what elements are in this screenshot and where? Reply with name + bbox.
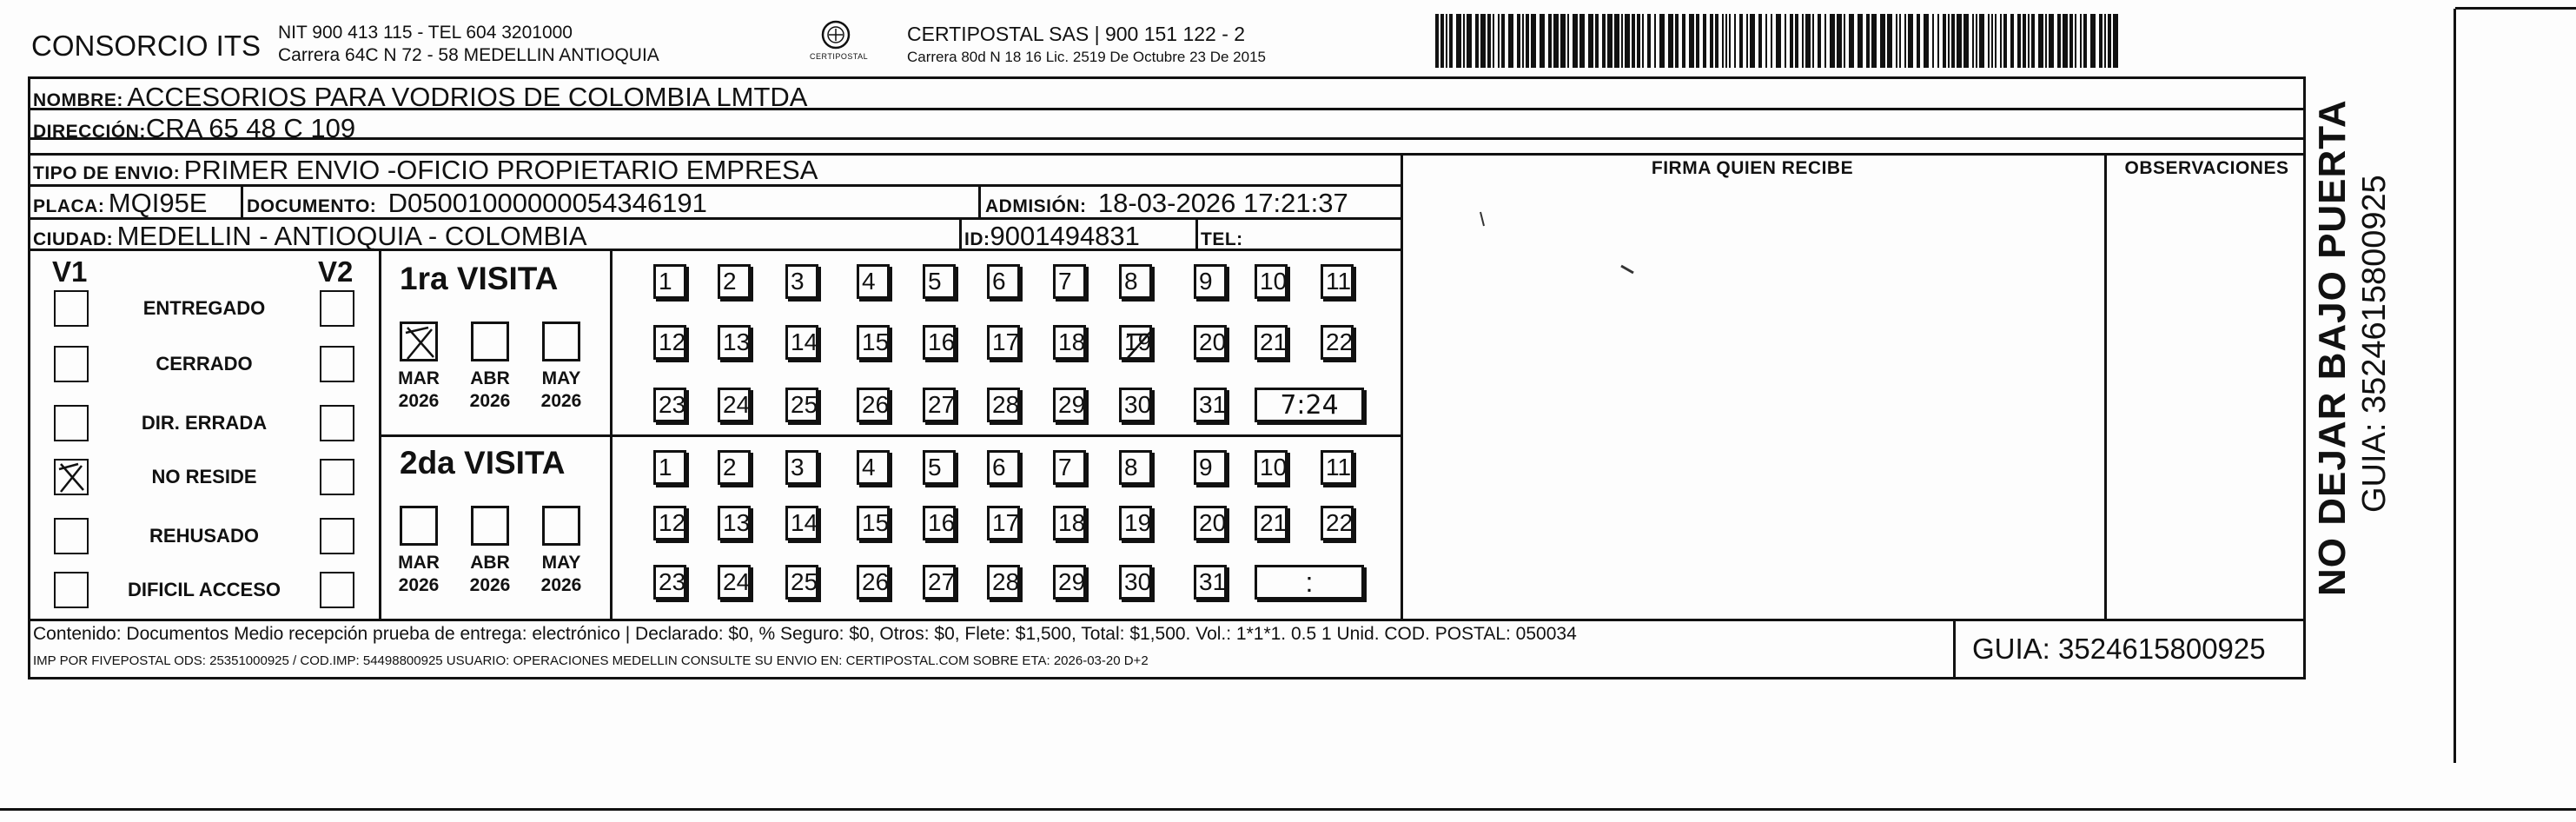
id-label: ID: [964, 229, 990, 249]
day-box[interactable]: 22 [1321, 506, 1354, 540]
day-box[interactable]: 9 [1194, 264, 1227, 299]
placa-row [33, 188, 208, 219]
status-label: DIFICIL ACCESO [127, 579, 281, 600]
v2-checkbox[interactable] [320, 290, 354, 327]
day-box[interactable]: 16 [923, 325, 956, 360]
first-visit-title: 1ra VISITA [400, 261, 559, 296]
v1-checkbox[interactable] [54, 459, 89, 495]
id-value: 9001494831 [990, 221, 1140, 251]
nit-line: NIT 900 413 115 - TEL 604 3201000 [278, 23, 573, 43]
direccion-label: DIRECCIÓN: [33, 122, 146, 142]
status-label: REHUSADO [149, 525, 259, 547]
row-divider-2 [28, 137, 2306, 140]
day-box[interactable]: 29 [1053, 565, 1086, 600]
day-box[interactable]: 17 [987, 325, 1020, 360]
day-box[interactable]: 27 [923, 565, 956, 600]
col-months-right [610, 250, 613, 619]
day-box[interactable]: 29 [1053, 388, 1086, 422]
month-label: ABR [470, 368, 510, 388]
footer-content-line: Contenido: Documentos Medio recepción prueba de entrega: electrónico | Declarado: $0, % Seguro: $0, Otros: $0, Flete: $1,500, Total: $1,500. Vol.: 1*1*1. 0.5 1 Unid. COD. POSTAL: 050034 [33, 624, 1577, 644]
documento-value: D05001000000054346191 [387, 188, 707, 218]
v2-checkbox[interactable] [320, 459, 354, 495]
v2-checkbox[interactable] [320, 405, 354, 441]
ciudad-row [33, 221, 587, 252]
day-box[interactable]: 20 [1194, 325, 1227, 360]
day-box[interactable]: 9 [1194, 450, 1227, 485]
admision-row [985, 188, 1348, 219]
day-box[interactable]: 21 [1255, 506, 1288, 540]
day-box[interactable]: 5 [923, 450, 956, 485]
day-box[interactable]: 19 [1119, 506, 1152, 540]
footer-guia: GUIA: 3524615800925 [1972, 633, 2266, 665]
month-checkbox[interactable] [471, 506, 509, 546]
month-checkbox[interactable] [471, 322, 509, 361]
v2-checkbox[interactable] [320, 346, 354, 382]
year-label: 2026 [469, 575, 511, 595]
placa-value: MQI95E [108, 188, 208, 218]
time-box[interactable]: : [1255, 565, 1364, 600]
month-checkbox[interactable] [542, 322, 580, 361]
footer-divider [28, 619, 2306, 621]
id-row [964, 221, 1140, 252]
day-box[interactable]: 20 [1194, 506, 1227, 540]
day-box[interactable]: 13 [718, 325, 751, 360]
col-footer-guia [1953, 619, 1956, 679]
day-box[interactable]: 31 [1194, 565, 1227, 600]
second-visit-title: 2da VISITA [400, 445, 566, 481]
col-status-right [379, 250, 381, 619]
firma-header: FIRMA QUIEN RECIBE [1651, 158, 1854, 178]
day-box[interactable]: 25 [785, 565, 818, 600]
admision-value: 18-03-2026 17:21:37 [1097, 188, 1348, 218]
day-box[interactable]: 4 [857, 264, 890, 299]
status-label: DIR. ERRADA [141, 412, 268, 434]
year-label: 2026 [398, 391, 440, 411]
day-box[interactable]: 27 [923, 388, 956, 422]
logo-text: CERTIPOSTAL [810, 52, 869, 61]
day-box[interactable]: 30 [1119, 388, 1152, 422]
day-box[interactable]: 28 [987, 388, 1020, 422]
day-box[interactable]: 14 [785, 325, 818, 360]
documento-label: DOCUMENTO: [247, 196, 377, 216]
page-edge-top [2455, 7, 2576, 10]
nombre-row [33, 82, 808, 113]
side-warning: NO DEJAR BAJO PUERTA [2311, 99, 2354, 596]
day-box[interactable]: 14 [785, 506, 818, 540]
day-box[interactable]: 19 [1119, 325, 1152, 360]
v1-checkbox[interactable] [54, 572, 89, 608]
barcode-image [1435, 14, 2130, 68]
col-doc-left [241, 186, 243, 217]
month-label: ABR [470, 553, 510, 573]
status-label: CERRADO [156, 353, 253, 375]
ciudad-value: MEDELLIN - ANTIOQUIA - COLOMBIA [116, 221, 587, 251]
day-box[interactable]: 7 [1053, 264, 1086, 299]
tipo-row [33, 155, 818, 186]
day-box[interactable]: 3 [785, 264, 818, 299]
day-box[interactable]: 11 [1321, 264, 1354, 299]
day-box[interactable]: 31 [1194, 388, 1227, 422]
col-tel-left [1195, 219, 1198, 249]
day-box[interactable]: 5 [923, 264, 956, 299]
day-box[interactable]: 15 [857, 325, 890, 360]
day-box[interactable]: 8 [1119, 450, 1152, 485]
admision-label: ADMISIÓN: [985, 196, 1087, 216]
v2-checkbox[interactable] [320, 572, 354, 608]
footer-imp-line: IMP POR FIVEPOSTAL ODS: 25351000925 / COD.IMP: 54498800925 USUARIO: OPERACIONES MEDELLIN CONSULTE SU ENVIO EN: CERTIPOSTAL.COM SOBRE ETA: 2026-03-20 D+2 [33, 653, 1149, 668]
placa-label: PLACA: [33, 196, 105, 216]
day-box[interactable]: 13 [718, 506, 751, 540]
year-label: 2026 [469, 391, 511, 411]
v2-checkbox[interactable] [320, 518, 354, 554]
observaciones-header: OBSERVACIONES [2124, 158, 2289, 178]
carrier-line: CERTIPOSTAL SAS | 900 151 122 - 2 [907, 23, 1246, 45]
time-box[interactable]: 7:24 [1255, 388, 1364, 422]
day-box[interactable]: 23 [653, 565, 686, 600]
v1-checkbox[interactable] [54, 405, 89, 441]
nombre-label: NOMBRE: [33, 90, 123, 110]
day-box[interactable]: 12 [653, 506, 686, 540]
status-label: NO RESIDE [151, 466, 257, 487]
day-box[interactable]: 12 [653, 325, 686, 360]
page-edge-bottom [0, 808, 2576, 811]
day-box[interactable]: 6 [987, 450, 1020, 485]
day-box[interactable]: 22 [1321, 325, 1354, 360]
year-label: 2026 [398, 575, 440, 595]
v1-checkbox[interactable] [54, 518, 89, 554]
day-box[interactable]: 16 [923, 506, 956, 540]
month-label: MAR [398, 368, 440, 388]
v1-header: V1 [52, 255, 88, 288]
company-name: CONSORCIO ITS [31, 30, 262, 62]
documento-row [247, 188, 707, 219]
month-label: MAR [398, 553, 440, 573]
signature-area-marks [1477, 209, 1651, 278]
day-box[interactable]: 1 [653, 450, 686, 485]
visit-divider [379, 434, 1402, 437]
day-box[interactable]: 18 [1053, 325, 1086, 360]
month-checkbox[interactable] [542, 506, 580, 546]
day-box[interactable]: 6 [987, 264, 1020, 299]
year-label: 2026 [540, 391, 582, 411]
day-box[interactable]: 2 [718, 450, 751, 485]
side-guia: GUIA: 3524615800925 [2356, 175, 2393, 513]
year-label: 2026 [540, 575, 582, 595]
month-checkbox[interactable] [400, 322, 438, 361]
day-box[interactable]: 3 [785, 450, 818, 485]
v1-checkbox[interactable] [54, 290, 89, 327]
tel-row [1201, 221, 1243, 252]
col-obs-left [2104, 153, 2107, 619]
day-box[interactable]: 26 [857, 388, 890, 422]
tipo-label: TIPO DE ENVIO: [33, 163, 181, 183]
month-label: MAY [541, 553, 581, 573]
v2-header: V2 [318, 255, 354, 288]
day-box[interactable]: 17 [987, 506, 1020, 540]
ciudad-label: CIUDAD: [33, 229, 114, 249]
month-label: MAY [541, 368, 581, 388]
day-box[interactable]: 15 [857, 506, 890, 540]
day-box[interactable]: 23 [653, 388, 686, 422]
col-adm-left [978, 186, 981, 217]
col-id-left [959, 219, 962, 249]
day-box[interactable]: 24 [718, 388, 751, 422]
tel-label: TEL: [1201, 229, 1243, 249]
day-box[interactable]: 7 [1053, 450, 1086, 485]
day-box[interactable]: 24 [718, 565, 751, 600]
certipostal-logo [810, 19, 869, 68]
day-box[interactable]: 2 [718, 264, 751, 299]
tipo-value: PRIMER ENVIO -OFICIO PROPIETARIO EMPRESA [183, 155, 818, 185]
day-box[interactable]: 8 [1119, 264, 1152, 299]
nombre-value: ACCESORIOS PARA VODRIOS DE COLOMBIA LMTDA [127, 82, 808, 112]
carrier-address: Carrera 80d N 18 16 Lic. 2519 De Octubre 23 De 2015 [907, 49, 1266, 65]
day-box[interactable]: 11 [1321, 450, 1354, 485]
day-box[interactable]: 21 [1255, 325, 1288, 360]
day-box[interactable]: 26 [857, 565, 890, 600]
month-checkbox[interactable] [400, 506, 438, 546]
day-box[interactable]: 30 [1119, 565, 1152, 600]
day-box[interactable]: 28 [987, 565, 1020, 600]
day-box[interactable]: 4 [857, 450, 890, 485]
v1-checkbox[interactable] [54, 346, 89, 382]
day-box[interactable]: 25 [785, 388, 818, 422]
status-label: ENTREGADO [142, 297, 266, 319]
col-firma-left [1401, 153, 1403, 619]
day-box[interactable]: 1 [653, 264, 686, 299]
day-box[interactable]: 10 [1255, 264, 1288, 299]
day-box[interactable]: 18 [1053, 506, 1086, 540]
day-box[interactable]: 10 [1255, 450, 1288, 485]
direccion-row [33, 113, 355, 144]
company-address: Carrera 64C N 72 - 58 MEDELLIN ANTIOQUIA [278, 45, 659, 65]
day-check-mark [1122, 328, 1156, 368]
direccion-value: CRA 65 48 C 109 [145, 113, 356, 143]
